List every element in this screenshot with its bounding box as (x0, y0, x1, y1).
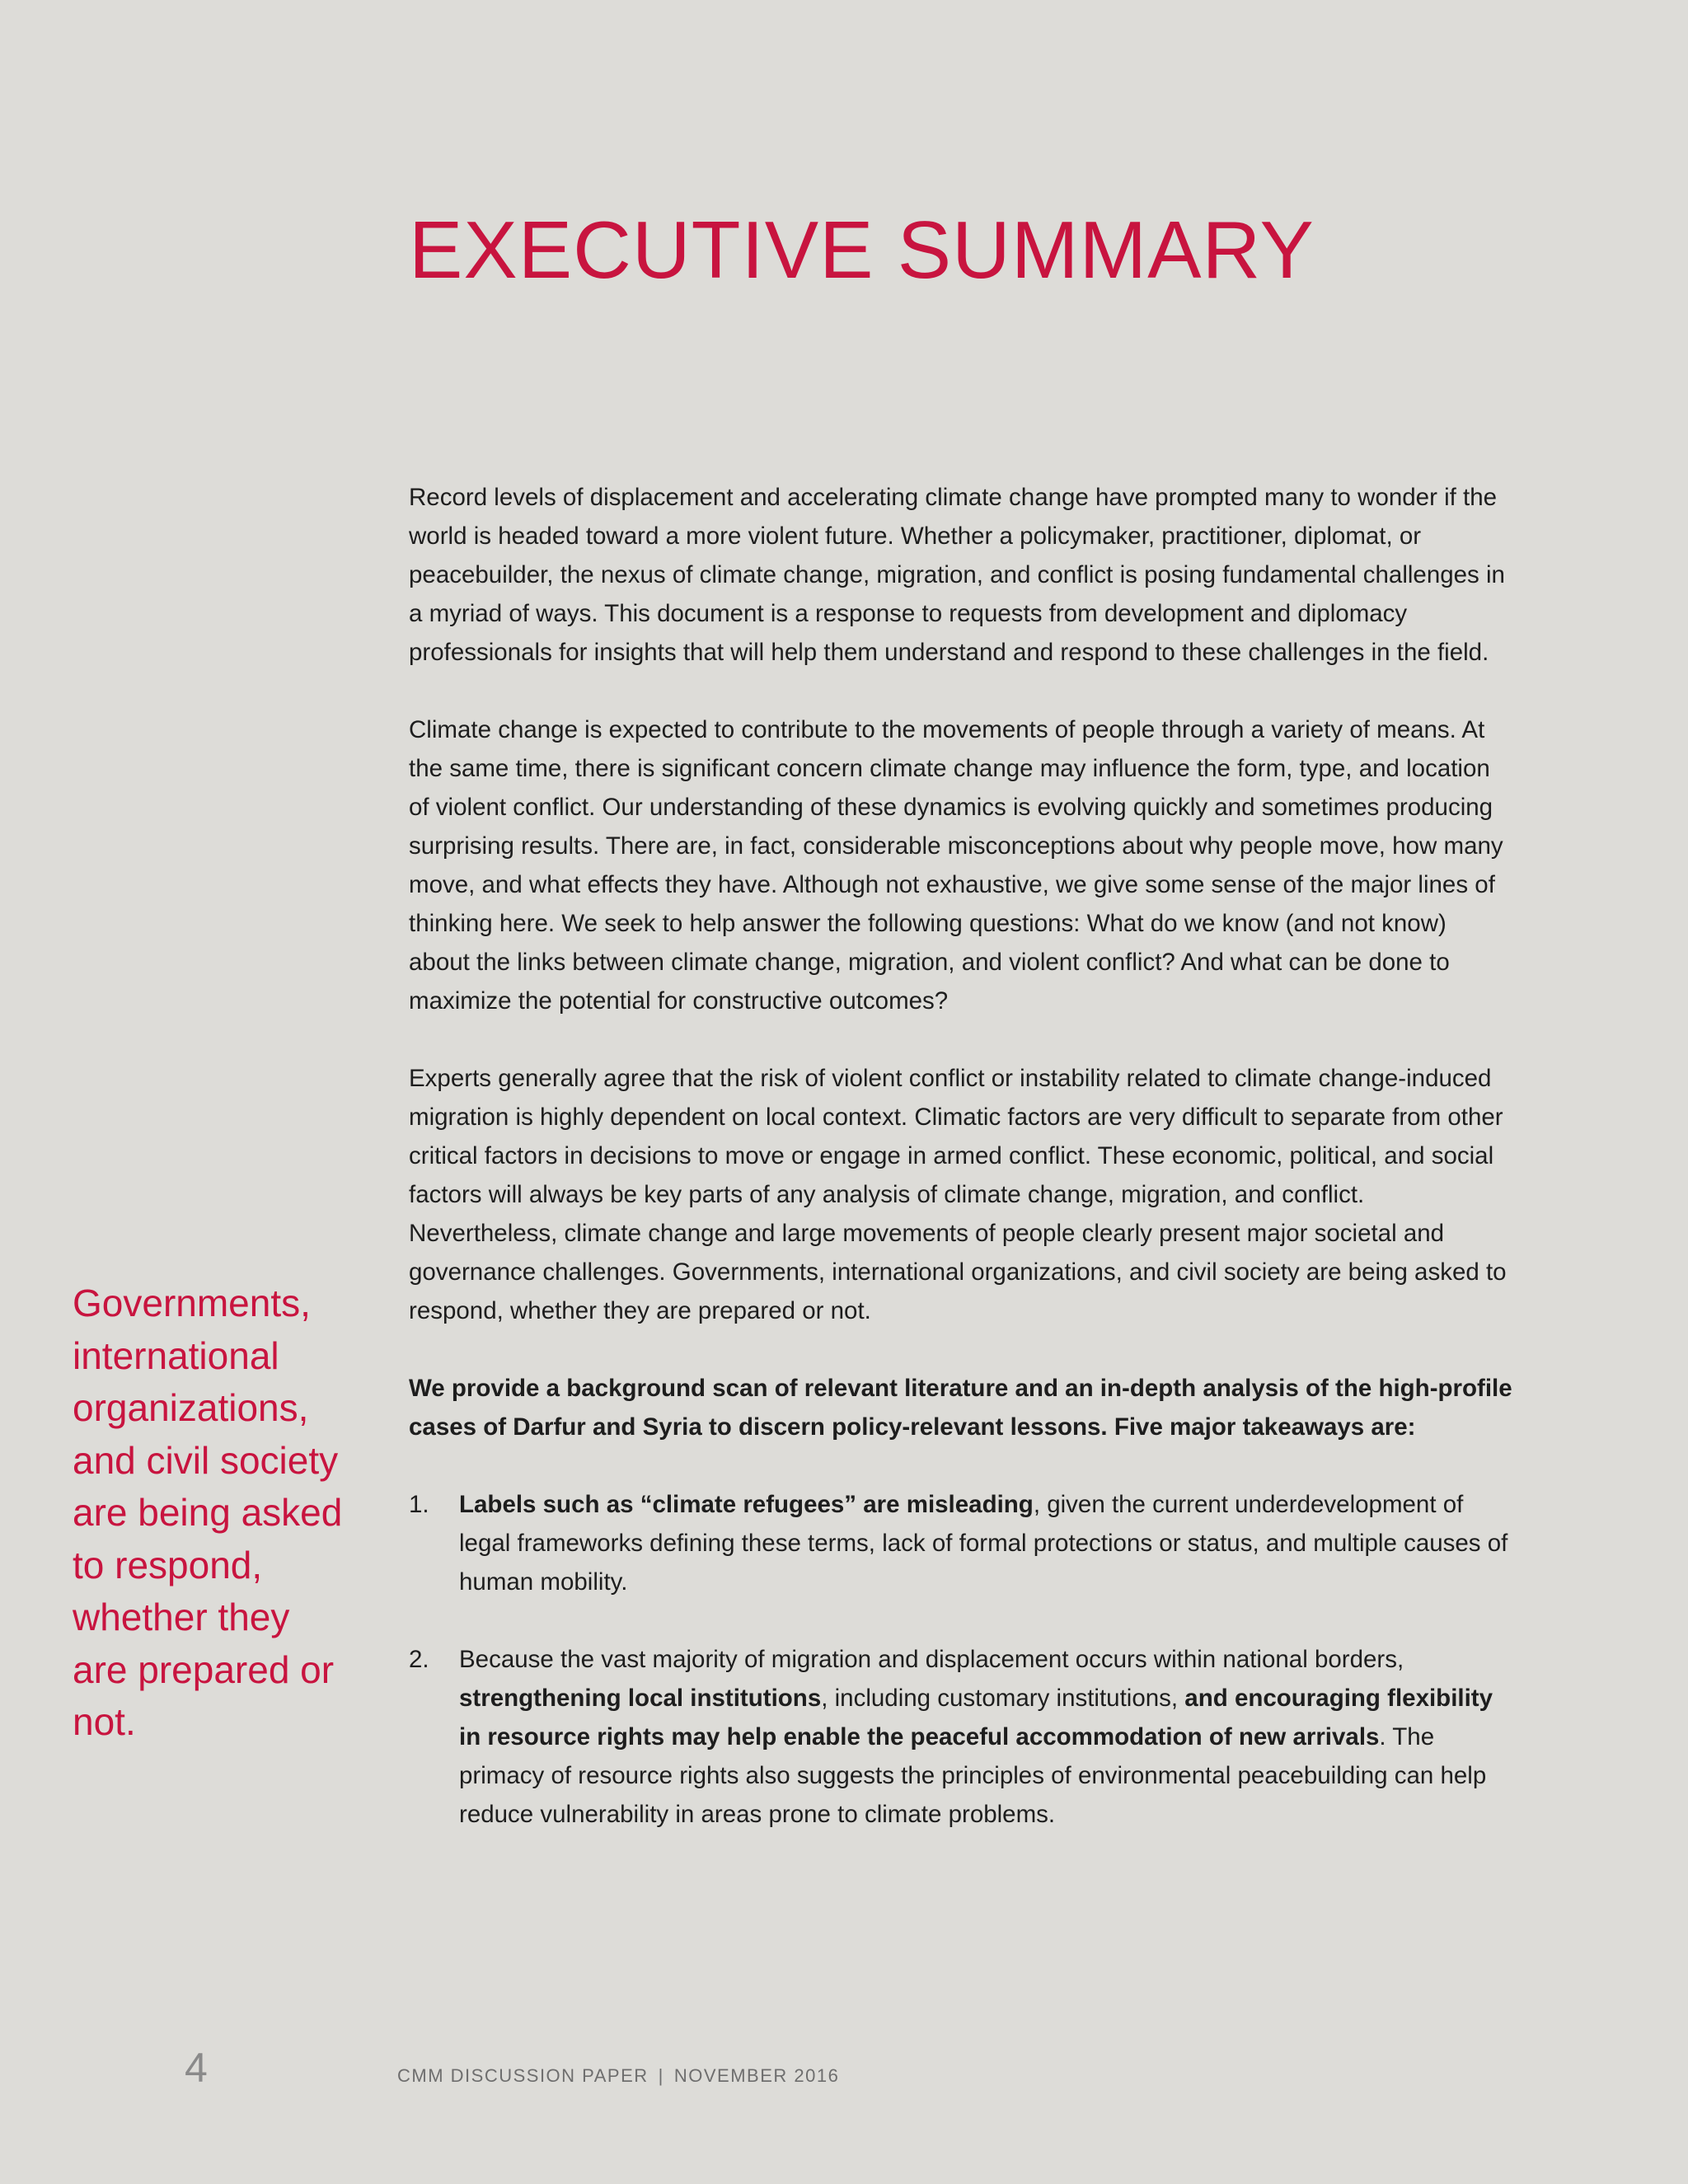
takeaway-number: 1. (409, 1491, 429, 1518)
takeaway-number: 2. (409, 1646, 429, 1673)
paragraph-intro: Record levels of displacement and accelerating climate change have prompted many to wonder if the world is headed toward a more violent future. Whether a policymaker, practitioner, diplomat, or peacebuilder, the nexus of climate change, migration, and conflict is posing fundamental challenges in a myriad of ways. This document is a response to requests from development and diplomacy professionals for insights that will help them understand and respond to these challenges in the field. (409, 484, 1505, 666)
takeaway-text: , given the current underdevelopment of legal frameworks defining these terms, lack of formal protections or status, and multiple causes of human mobility. (459, 1491, 1508, 1596)
paragraph-expert-consensus: Experts generally agree that the risk of violent conflict or instability related to climate change-induced migration is highly dependent on local context. Climatic factors are very difficult to separate from other critical factors in decisions to move or engage in armed conflict. These economic, political, and social factors will always be key parts of any analysis of climate change, migration, and conflict. Nevertheless, climate change and large movements of people clearly present major societal and governance challenges. Governments, international organizations, and civil society are being asked to respond, whether they are prepared or not. (409, 1065, 1507, 1324)
takeaways-lead: We provide a background scan of relevant literature and an in-depth analysis of the high-profile cases of Darfur and Syria to discern policy-relevant lessons. Five major takeaways are: (409, 1375, 1512, 1441)
footer-publication: CMM DISCUSSION PAPER (397, 2065, 649, 2086)
takeaway-text: . The primacy of resource rights also suggests the principles of environmental peacebuilding can help reduce vulnerability in areas prone to climate problems. (459, 1723, 1487, 1828)
takeaway-text: Because the vast majority of migration and displacement occurs within national borders, (459, 1646, 1404, 1673)
page-footer (397, 2065, 839, 2087)
footer-date: NOVEMBER 2016 (673, 2065, 840, 2086)
footer-separator: | (658, 2065, 664, 2086)
takeaway-bold: strengthening local institutions (459, 1685, 822, 1712)
paragraph-climate-movement: Climate change is expected to contribute to the movements of people through a variety of means. At the same time, there is significant concern climate change may influence the form, type, and location of violent conflict. Our understanding of these dynamics is evolving quickly and sometimes producing surprising results. There are, in fact, considerable misconceptions about why people move, how many move, and what effects they have. Although not exhaustive, we give some sense of the major lines of thinking here. We seek to help answer the following questions: What do we know (and not know) about the links between climate change, migration, and violent conflict? And what can be done to maximize the potential for constructive outcomes? (409, 716, 1503, 1015)
takeaway-item (409, 1485, 1513, 1601)
page-number: 4 (185, 2045, 208, 2091)
page-title: EXECUTIVE SUMMARY (409, 204, 1315, 295)
takeaway-item (409, 1640, 1513, 1834)
takeaways-list (409, 1485, 1513, 1834)
summary-body (409, 478, 1513, 1872)
pull-quote: Governments, international organizations, and civil society are being asked to respond, whether they are prepared or not. (73, 1282, 343, 1743)
takeaway-bold: and encouraging flexibility in resource rights may help enable the peaceful accommodation of new arrivals (459, 1685, 1493, 1750)
takeaway-bold: Labels such as “climate refugees” are misleading (459, 1491, 1034, 1518)
takeaway-text: , including customary institutions, (821, 1685, 1185, 1712)
